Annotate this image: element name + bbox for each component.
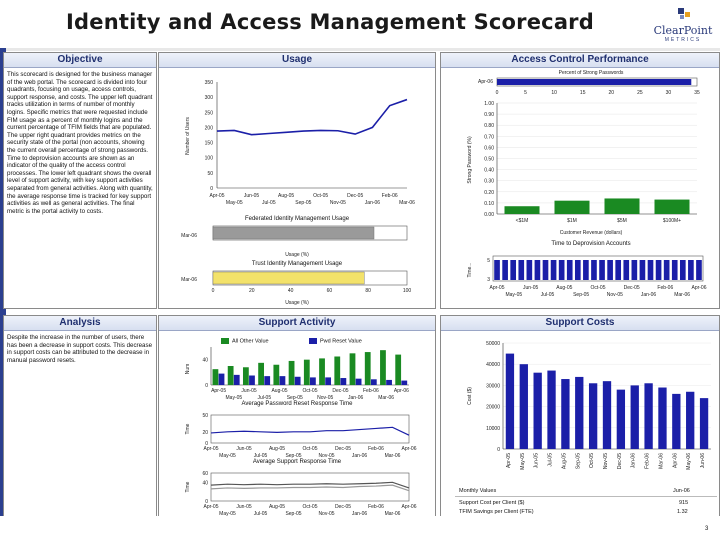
strong-pwd-tick: 0 xyxy=(495,90,499,96)
activity-tick-top: Apr-05 xyxy=(211,388,227,394)
strong-pwd-tick: 35 xyxy=(694,90,700,96)
revenue-y-tick: 0.40 xyxy=(484,167,494,174)
support-activity-chart xyxy=(185,347,409,401)
activity-pwd-bar xyxy=(264,376,270,385)
objective-panel xyxy=(3,52,157,309)
strong-pwd-tick: 15 xyxy=(579,90,586,96)
pwdtime-tick-top: Dec-05 xyxy=(334,446,352,452)
deprov-tick-bottom: Mar-06 xyxy=(674,292,691,298)
strong-pwd-title: Percent of Strong Passwords xyxy=(558,70,624,76)
costs-bar xyxy=(589,383,597,449)
deprov-tick-bottom: Nov-05 xyxy=(606,292,623,298)
usage-tick-bottom: Jul-05 xyxy=(262,200,276,206)
revenue-y-tick: 0.10 xyxy=(484,200,494,207)
analysis-heading: Analysis xyxy=(4,316,156,331)
deprov-tick-top: Feb-06 xyxy=(657,285,674,291)
support-costs-chart xyxy=(467,341,711,470)
title-bar xyxy=(0,0,720,51)
usage-y-tick: 50 xyxy=(207,170,213,177)
deprov-bar xyxy=(535,260,541,280)
usage-y-tick: 200 xyxy=(204,125,213,132)
fim-bar xyxy=(213,227,374,239)
activity-pwd-bar xyxy=(234,375,240,385)
suptime-tick-top: Feb-06 xyxy=(368,504,384,510)
deprov-tick-bottom: Jul-05 xyxy=(540,292,555,298)
revenue-ylabel: Strong Password (%) xyxy=(467,136,473,184)
suptime-tick-top: Apr-05 xyxy=(203,504,219,510)
revenue-bar xyxy=(555,201,590,214)
suptime-y-tick: 60 xyxy=(202,471,208,477)
activity-pwd-bar xyxy=(325,377,331,385)
activity-pwd-bar xyxy=(295,377,301,385)
usage-y-tick: 100 xyxy=(204,155,213,162)
support-heading: Support Activity xyxy=(159,316,435,331)
strong-pwd-tick: 20 xyxy=(608,90,615,96)
usage-y-tick: 150 xyxy=(204,140,213,147)
revenue-y-tick: 1.00 xyxy=(484,101,494,107)
fim-title: Federated Identity Management Usage xyxy=(244,216,350,222)
costs-x-tick: May-06 xyxy=(686,453,693,470)
deprov-y-tick: 3 xyxy=(487,277,490,283)
deprov-bar xyxy=(607,260,613,280)
activity-tick-top: Aug-05 xyxy=(271,388,288,394)
costs-chart-svg xyxy=(441,331,719,491)
activity-other-bar xyxy=(380,350,386,385)
revenue-y-tick: 0.80 xyxy=(484,123,494,130)
deprovision-chart xyxy=(467,256,707,298)
objective-text: This scorecard is designed for the business manager of the web portal. The scorecard is divided into four quadrants, focusing on usage, access controls, support response, and costs. The upper left quadrant tracks utilization in terms of number of monthly logins. Specific metrics that were requested include FIM usage as a percent of monthly logins and the current percentage of TFIM fields that are populated. The upper right quadrant provides metrics on the security state of the portal (non accounts, showing the current overall percentage of strong passwords. Time to deprovision accounts are shown as an indicator of the quality of the access control processes. The lower left quadrant shows the overall level of support activity, with key support activities separated from general activities. Along with quantity, the average response time is tracked for key support activities as well as general activities. The final metric is the portal activity to costs. xyxy=(7,71,153,215)
deprov-bar xyxy=(656,260,662,280)
costs-y-tick: 20000 xyxy=(486,404,500,411)
revenue-y-tick: 0.30 xyxy=(484,178,494,185)
revenue-y-tick: 0.70 xyxy=(484,134,494,141)
activity-other-bar xyxy=(273,365,279,385)
costs-y-tick: 30000 xyxy=(486,383,500,390)
deprov-tick-top: Dec-05 xyxy=(623,285,640,291)
tfim-tick: 80 xyxy=(365,288,371,294)
costs-x-tick: Dec-05 xyxy=(616,453,623,470)
support-charts xyxy=(159,331,435,516)
suptime-tick-bottom: Mar-06 xyxy=(384,511,401,516)
deprov-bar xyxy=(559,260,565,280)
deprov-bar xyxy=(672,260,678,280)
revenue-xlabel: Customer Revenue (dollars) xyxy=(559,230,623,236)
activity-tick-top: Oct-05 xyxy=(302,388,318,394)
usage-y-tick: 0 xyxy=(210,186,213,192)
costs-x-tick: Jul-05 xyxy=(547,453,554,467)
access-heading: Access Control Performance xyxy=(441,53,719,68)
clearpoint-logo xyxy=(648,6,718,46)
activity-other-bar xyxy=(213,369,219,385)
logo-subtext: METRICS xyxy=(664,37,702,43)
usage-series-line xyxy=(217,100,407,135)
costs-bar xyxy=(534,373,542,449)
costs-bar xyxy=(561,379,569,449)
deprov-tick-top: Oct-05 xyxy=(590,285,606,291)
costs-bar xyxy=(506,354,514,449)
tfim-title: Trust Identity Management Usage xyxy=(251,261,343,267)
tfim-tick: 20 xyxy=(249,288,255,294)
usage-tick-bottom: May-05 xyxy=(225,200,243,206)
access-charts xyxy=(441,68,719,308)
costs-y-tick: 10000 xyxy=(486,425,500,432)
costs-x-tick: Apr-06 xyxy=(672,453,679,469)
usage-tick-top: Feb-06 xyxy=(381,193,398,199)
deprov-bar xyxy=(648,260,654,280)
costs-x-tick: Feb-06 xyxy=(644,453,651,469)
usage-tick-top: Jun-05 xyxy=(243,193,260,199)
pwdtime-tick-top: Aug-05 xyxy=(268,446,286,452)
pwdtime-tick-bottom: Jul-05 xyxy=(253,453,268,459)
pwd-reset-time-chart xyxy=(185,413,417,459)
deprov-bar xyxy=(575,260,581,280)
deprov-title: Time to Deprovision Accounts xyxy=(551,241,631,247)
activity-pwd-bar xyxy=(356,379,362,385)
costs-x-tick: Jun-05 xyxy=(533,453,540,469)
costs-x-tick: Jun-06 xyxy=(700,453,707,469)
costs-bar xyxy=(700,398,708,449)
analysis-text: Despite the increase in the number of users, there has been a decrease in support costs. This decrease in support costs can be attributed to the decrease in manual password resets. xyxy=(7,334,153,364)
pwdtime-tick-bottom: Sep-05 xyxy=(285,453,302,459)
deprov-tick-top: Apr-06 xyxy=(691,285,707,291)
deprov-bar xyxy=(632,260,638,280)
usage-y-tick: 350 xyxy=(204,80,213,86)
pwdtime-tick-bottom: May-05 xyxy=(219,453,236,459)
strong-pwd-tick: 30 xyxy=(665,90,672,96)
deprov-bar xyxy=(696,260,702,280)
activity-pwd-bar xyxy=(386,380,392,385)
costs-y-tick: 50000 xyxy=(486,341,500,347)
costs-x-tick: Oct-05 xyxy=(589,453,596,469)
costs-bar xyxy=(547,371,555,449)
costs-bar xyxy=(631,385,639,449)
activity-tick-top: Jun-05 xyxy=(241,388,257,394)
deprov-bar xyxy=(640,260,646,280)
costs-bar xyxy=(644,383,652,449)
strong-pwd-bar xyxy=(497,79,691,85)
deprov-bar xyxy=(591,260,597,280)
suptime-y-tick: 0 xyxy=(205,499,208,505)
deprov-bar xyxy=(688,260,694,280)
activity-tick-top: Apr-06 xyxy=(393,388,409,394)
usage-tick-top: Aug-05 xyxy=(278,193,295,199)
monthly-values-month: Jun-06 xyxy=(673,488,690,494)
deprov-ylabel: Time... xyxy=(467,262,473,278)
revenue-bar xyxy=(655,200,690,214)
activity-other-bar xyxy=(350,353,356,385)
activity-other-bar xyxy=(289,361,295,385)
strong-pwd-tick: 25 xyxy=(637,90,643,96)
revenue-x-tick: $5M xyxy=(617,218,627,224)
fim-row-label: Mar-06 xyxy=(181,233,197,239)
costs-ylabel: Cost ($) xyxy=(467,387,473,405)
tfim-xlabel: Usage (%) xyxy=(285,300,309,306)
deprov-tick-top: Apr-05 xyxy=(489,285,505,291)
tfim-tick: 0 xyxy=(211,288,215,294)
page-number: 3 xyxy=(705,526,709,532)
footer-bar xyxy=(0,516,720,540)
suptime-tick-top: Aug-05 xyxy=(268,504,286,510)
strong-pwd-chart xyxy=(496,78,700,96)
deprov-bar xyxy=(680,260,686,280)
deprov-bar xyxy=(623,260,629,280)
deprov-bar xyxy=(518,260,524,280)
activity-other-bar xyxy=(228,366,234,385)
revenue-x-tick: $100M+ xyxy=(662,218,682,224)
revenue-y-tick: 0.00 xyxy=(484,212,494,218)
pwdtime-y-tick: 50 xyxy=(202,413,208,419)
costs-x-tick: Jan-06 xyxy=(630,453,637,469)
activity-ylabel: Num xyxy=(185,363,191,375)
revenue-bar-chart xyxy=(467,101,697,224)
deprov-tick-bottom: Sep-05 xyxy=(573,292,590,298)
pwdtime-tick-top: Feb-06 xyxy=(368,446,384,452)
costs-bar xyxy=(686,392,694,449)
deprov-bar xyxy=(583,260,589,280)
pwdtime-tick-bottom: Jan-06 xyxy=(351,453,368,459)
deprov-bar xyxy=(527,260,533,280)
pwdtime-tick-bottom: Nov-05 xyxy=(318,453,335,459)
activity-other-bar xyxy=(319,358,325,385)
usage-tick-top: Dec-05 xyxy=(347,193,364,199)
activity-tick-bottom: Jan-06 xyxy=(348,395,364,401)
pwdtime-frame xyxy=(211,415,409,443)
deprov-tick-bottom: May-05 xyxy=(505,292,523,298)
analysis-panel xyxy=(3,315,157,517)
revenue-bar xyxy=(605,198,640,214)
deprov-y-tick: 5 xyxy=(487,258,490,264)
suptime-tick-bottom: Nov-05 xyxy=(318,511,335,516)
suptime-y-tick: 40 xyxy=(202,480,208,487)
costs-x-tick: Nov-05 xyxy=(603,453,609,470)
usage-heading: Usage xyxy=(159,53,435,68)
revenue-y-tick: 0.50 xyxy=(484,156,494,163)
usage-tick-bottom: Mar-06 xyxy=(399,200,415,206)
deprov-bar xyxy=(599,260,605,280)
monthly-values-label: Monthly Values xyxy=(459,488,497,494)
suptime-ylabel: Time xyxy=(185,481,191,493)
costs-x-tick: Sep-05 xyxy=(575,453,582,470)
activity-pwd-bar xyxy=(340,378,346,385)
deprov-bar xyxy=(510,260,516,280)
tfim-tick: 60 xyxy=(326,288,333,294)
pwdtime-y-tick: 0 xyxy=(205,441,208,447)
usage-tick-bottom: Jan-06 xyxy=(364,200,381,206)
deprov-tick-top: Jun-05 xyxy=(523,285,539,291)
suptime-tick-top: Oct-05 xyxy=(302,504,318,510)
legend-all-other-label: All Other Value xyxy=(232,338,269,345)
tfim-bar-chart xyxy=(212,271,412,294)
activity-other-bar xyxy=(395,355,401,385)
tfim-row-label: Mar-06 xyxy=(181,277,197,283)
suptime-tick-bottom: Jan-06 xyxy=(351,511,368,516)
activity-pwd-bar xyxy=(280,376,286,385)
costs-bar xyxy=(672,394,680,449)
tfim-savings-value: 1.32 xyxy=(677,509,688,515)
costs-bar xyxy=(575,377,583,449)
costs-x-tick: Aug-05 xyxy=(561,453,568,470)
tfim-savings-label: TFIM Savings per Client (FTE) xyxy=(459,509,534,515)
costs-y-tick: 40000 xyxy=(486,362,500,369)
usage-tick-bottom: Nov-05 xyxy=(329,200,346,206)
revenue-y-tick: 0.90 xyxy=(484,112,494,119)
suptime-tick-bottom: Jul-05 xyxy=(253,511,268,516)
deprov-bar xyxy=(494,260,500,280)
costs-x-tick: May-05 xyxy=(519,453,526,470)
activity-pwd-bar xyxy=(371,379,377,385)
deprov-bar xyxy=(567,260,573,280)
tfim-bar xyxy=(213,272,364,284)
pwdtime-tick-top: Jun-05 xyxy=(236,446,252,452)
activity-other-bar xyxy=(365,352,371,385)
activity-tick-bottom: May-05 xyxy=(225,395,243,401)
monthly-divider xyxy=(455,496,717,497)
activity-tick-bottom: Mar-06 xyxy=(378,395,395,401)
deprov-bar xyxy=(543,260,549,280)
pwdtime-tick-bottom: Mar-06 xyxy=(384,453,401,459)
suptime-tick-top: Jun-05 xyxy=(236,504,252,510)
strong-pwd-tick: 5 xyxy=(524,90,527,96)
revenue-bar xyxy=(505,206,540,214)
usage-y-tick: 250 xyxy=(204,110,213,117)
activity-y-tick: 0 xyxy=(205,383,208,389)
usage-y-tick: 300 xyxy=(204,95,213,102)
costs-bar xyxy=(603,381,611,449)
usage-line-chart xyxy=(185,80,415,206)
page-title: Identity and Access Management Scorecard xyxy=(66,10,594,34)
activity-other-bar xyxy=(334,357,340,386)
cost-per-client-label: Support Cost per Client ($) xyxy=(459,500,525,506)
tfim-tick: 40 xyxy=(287,288,294,294)
pwdtime-tick-top: Oct-05 xyxy=(302,446,318,452)
support-panel xyxy=(158,315,436,517)
deprov-frame xyxy=(493,256,703,281)
fim-xlabel: Usage (%) xyxy=(285,252,309,258)
costs-bar xyxy=(520,364,528,449)
usage-panel xyxy=(158,52,436,309)
fim-bar-chart xyxy=(213,226,407,240)
logo-text: ClearPoint xyxy=(653,24,713,37)
suptime-tick-bottom: Sep-05 xyxy=(285,511,302,516)
deprov-bar xyxy=(664,260,670,280)
activity-other-bar xyxy=(243,367,249,385)
strong-pwd-row-label: Apr-06 xyxy=(477,79,493,85)
deprov-bar xyxy=(551,260,557,280)
revenue-y-tick: 0.20 xyxy=(484,189,494,196)
costs-heading: Support Costs xyxy=(441,316,719,331)
usage-tick-top: Oct-05 xyxy=(313,193,329,199)
costs-x-tick: Apr-05 xyxy=(505,453,512,469)
pwdtime-tick-top: Apr-06 xyxy=(401,446,417,452)
revenue-x-tick: $1M xyxy=(567,218,577,224)
suptime-tick-top: Dec-05 xyxy=(334,504,352,510)
pwdtime-ylabel: Time xyxy=(185,423,191,435)
access-panel xyxy=(440,52,720,309)
suptime-tick-bottom: May-05 xyxy=(219,511,236,516)
costs-bar xyxy=(617,390,625,449)
activity-tick-top: Feb-06 xyxy=(363,388,379,394)
costs-panel xyxy=(440,315,720,517)
usage-tick-bottom: Sep-05 xyxy=(295,200,312,206)
activity-pwd-bar xyxy=(219,374,225,385)
activity-y-tick: 40 xyxy=(202,357,208,364)
usage-charts xyxy=(159,68,435,308)
revenue-x-tick: <$1M xyxy=(515,218,529,224)
strong-pwd-tick: 10 xyxy=(551,90,557,96)
costs-x-tick: Mar-06 xyxy=(658,453,665,469)
activity-tick-bottom: Nov-05 xyxy=(317,395,334,401)
sup-time-title: Average Support Response Time xyxy=(252,459,342,465)
costs-y-tick: 0 xyxy=(497,447,500,453)
pwdtime-y-tick: 20 xyxy=(202,429,208,436)
activity-other-bar xyxy=(304,360,310,385)
support-time-chart xyxy=(185,471,417,516)
costs-bar xyxy=(658,388,666,449)
activity-pwd-bar xyxy=(249,376,255,386)
revenue-y-tick: 0.60 xyxy=(484,145,494,152)
activity-tick-bottom: Sep-05 xyxy=(286,395,303,401)
pwd-time-title: Average Password Reset Response Time xyxy=(241,401,353,407)
usage-ylabel: Number of Users xyxy=(185,117,191,155)
tfim-tick: 100 xyxy=(402,288,412,294)
activity-pwd-bar xyxy=(310,377,316,385)
activity-tick-bottom: Jul-05 xyxy=(257,395,272,401)
cost-per-client-value: 915 xyxy=(679,500,689,506)
activity-pwd-bar xyxy=(401,381,407,385)
deprov-tick-top: Aug-05 xyxy=(556,285,573,291)
deprov-bar xyxy=(502,260,508,280)
deprov-bar xyxy=(615,260,621,280)
suptime-tick-top: Apr-06 xyxy=(401,504,417,510)
usage-tick-top: Apr-05 xyxy=(209,193,225,199)
legend-pwd-reset-label: Pwd Reset Value xyxy=(320,338,362,345)
deprov-tick-bottom: Jan-06 xyxy=(640,292,657,298)
activity-other-bar xyxy=(258,363,264,385)
objective-heading: Objective xyxy=(4,53,156,68)
pwdtime-tick-top: Apr-05 xyxy=(203,446,219,452)
activity-tick-top: Dec-05 xyxy=(332,388,349,394)
